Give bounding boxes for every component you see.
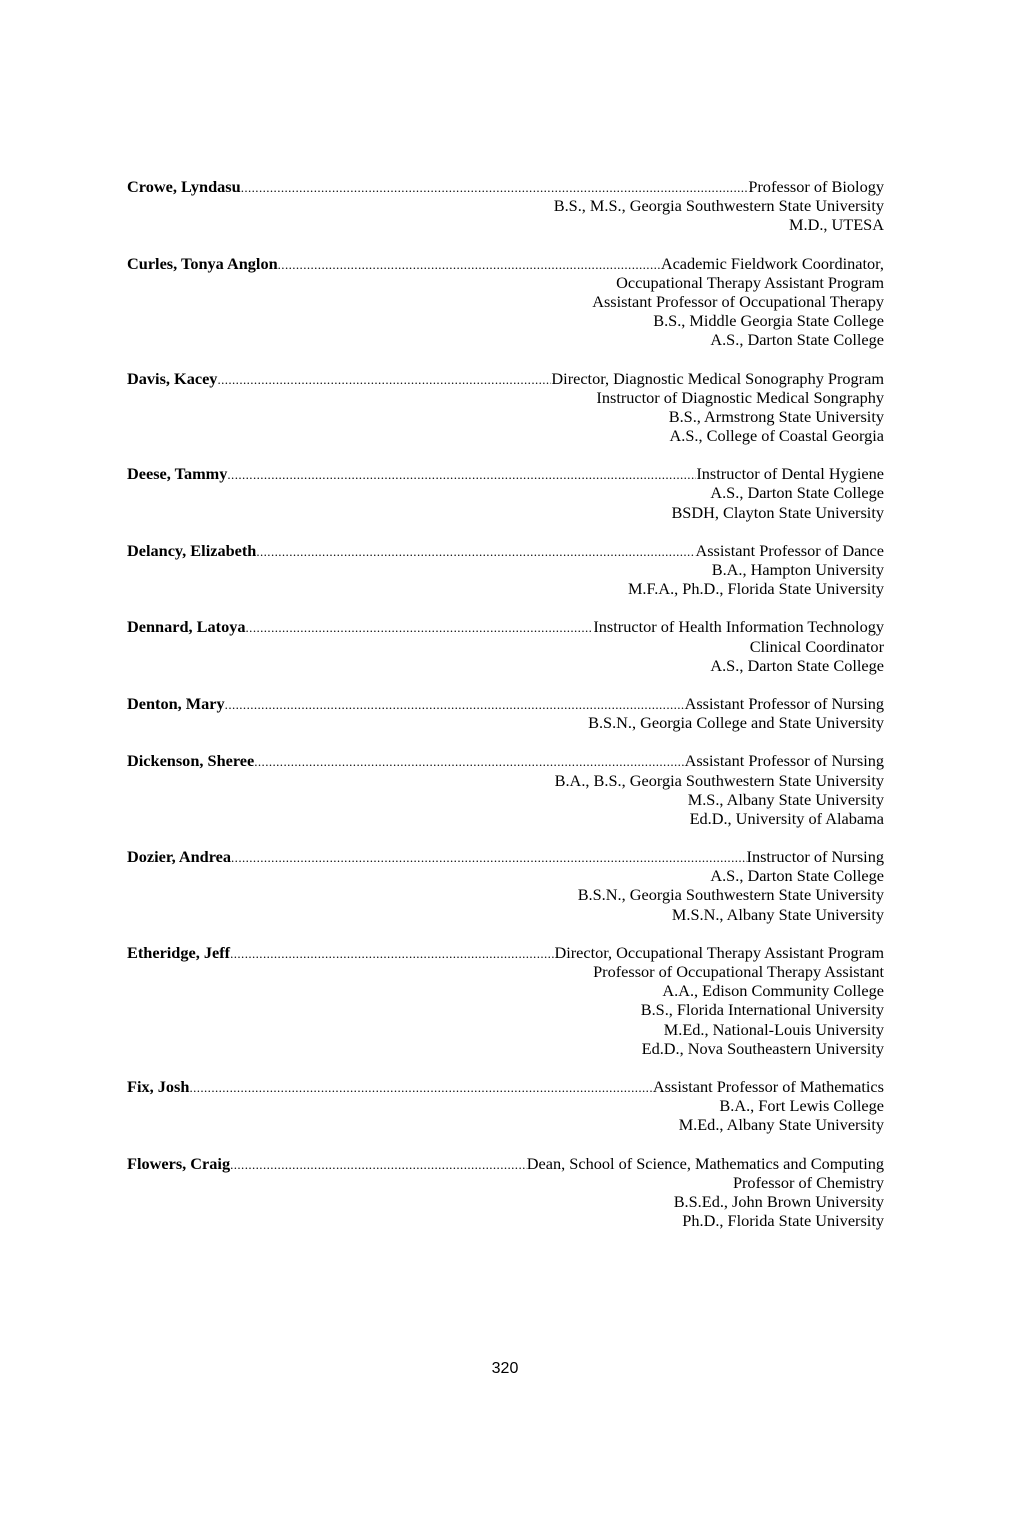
dot-leader bbox=[230, 944, 554, 962]
faculty-name: Crowe, Lyndasu bbox=[127, 177, 241, 196]
dot-leader bbox=[230, 1155, 527, 1173]
entry-heading-line bbox=[127, 617, 884, 636]
faculty-title: Assistant Professor of Mathematics bbox=[652, 1076, 884, 1096]
faculty-credential: A.A., Edison Community College bbox=[662, 981, 884, 1001]
dot-leader bbox=[227, 465, 696, 483]
faculty-credential: B.A., Hampton University bbox=[711, 560, 884, 579]
dot-leader bbox=[254, 752, 684, 770]
faculty-credential: M.D., UTESA bbox=[789, 215, 884, 235]
dot-leader bbox=[225, 695, 685, 713]
faculty-credential: M.Ed., National-Louis University bbox=[663, 1019, 884, 1039]
entry-heading-line bbox=[127, 847, 884, 866]
faculty-title: Professor of Biology bbox=[748, 177, 884, 196]
faculty-name: Flowers, Craig bbox=[127, 1153, 231, 1173]
faculty-title-continued: Occupational Therapy Assistant Program bbox=[616, 272, 884, 292]
faculty-credential: B.A., B.S., Georgia Southwestern State University bbox=[554, 770, 884, 790]
dot-leader bbox=[278, 255, 661, 273]
faculty-title: Instructor of Health Information Technology bbox=[593, 617, 884, 637]
faculty-credential: A.S., Darton State College bbox=[710, 330, 884, 350]
faculty-credential: A.S., College of Coastal Georgia bbox=[669, 426, 884, 446]
entry-heading-line bbox=[127, 1077, 884, 1096]
faculty-name: Curles, Tonya Anglon bbox=[127, 253, 278, 273]
faculty-entry bbox=[127, 1154, 884, 1231]
faculty-credential: M.S.N., Albany State University bbox=[671, 904, 884, 924]
faculty-title: Dean, School of Science, Mathematics and Computing bbox=[526, 1153, 884, 1173]
faculty-entry bbox=[127, 464, 884, 522]
faculty-entry bbox=[127, 1077, 884, 1135]
faculty-name: Fix, Josh bbox=[127, 1076, 190, 1096]
faculty-title: Professor of Chemistry bbox=[732, 1172, 884, 1192]
faculty-entry bbox=[127, 751, 884, 828]
faculty-name: Etheridge, Jeff bbox=[127, 942, 231, 962]
faculty-name: Delancy, Elizabeth bbox=[127, 540, 257, 560]
faculty-credential: A.S., Darton State College bbox=[710, 483, 884, 503]
faculty-name: Dennard, Latoya bbox=[127, 617, 246, 637]
faculty-credential: A.S., Darton State College bbox=[710, 655, 884, 675]
dot-leader bbox=[217, 370, 551, 388]
faculty-title: Clinical Coordinator bbox=[749, 636, 884, 656]
faculty-title: Assistant Professor of Occupational Therapy bbox=[592, 291, 884, 311]
faculty-name: Dozier, Andrea bbox=[127, 847, 232, 867]
faculty-entry bbox=[127, 177, 884, 235]
faculty-credential: B.S., Middle Georgia State College bbox=[653, 311, 884, 331]
faculty-entry bbox=[127, 254, 884, 350]
faculty-title: Instructor of Diagnostic Medical Songraphy bbox=[596, 387, 884, 407]
faculty-title: Academic Fieldwork Coordinator, bbox=[660, 253, 884, 273]
faculty-entry bbox=[127, 847, 884, 924]
faculty-credential: Ph.D., Florida State University bbox=[682, 1211, 884, 1231]
dot-leader bbox=[189, 1078, 652, 1096]
faculty-credential: B.S.Ed., John Brown University bbox=[673, 1191, 884, 1211]
dot-leader bbox=[241, 178, 749, 196]
faculty-entry bbox=[127, 943, 884, 1058]
faculty-title: Assistant Professor of Nursing bbox=[684, 693, 884, 713]
entry-heading-line bbox=[127, 1154, 884, 1173]
faculty-credential: B.S.N., Georgia Southwestern State University bbox=[577, 885, 884, 905]
entry-heading-line bbox=[127, 751, 884, 770]
faculty-title: Director, Occupational Therapy Assistant Program bbox=[554, 942, 884, 962]
entry-heading-line bbox=[127, 369, 884, 388]
faculty-name: Davis, Kacey bbox=[127, 368, 218, 388]
faculty-credential: A.S., Darton State College bbox=[710, 866, 884, 886]
dot-leader bbox=[231, 848, 747, 866]
faculty-entry bbox=[127, 617, 884, 675]
entry-heading-line bbox=[127, 943, 884, 962]
faculty-title: Director, Diagnostic Medical Sonography Program bbox=[551, 368, 884, 388]
faculty-title: Assistant Professor of Dance bbox=[695, 540, 884, 560]
faculty-directory bbox=[127, 177, 884, 1249]
faculty-credential: M.S., Albany State University bbox=[687, 789, 884, 809]
page-number: 320 bbox=[491, 1360, 519, 1377]
entry-heading-line bbox=[127, 541, 884, 560]
faculty-credential: B.S., Armstrong State University bbox=[668, 406, 884, 426]
dot-leader bbox=[246, 618, 594, 636]
faculty-title: Professor of Occupational Therapy Assistant bbox=[593, 962, 884, 981]
faculty-name: Dickenson, Sheree bbox=[127, 751, 255, 771]
faculty-name: Deese, Tammy bbox=[127, 464, 228, 484]
faculty-title: Instructor of Dental Hygiene bbox=[696, 464, 884, 484]
faculty-credential: B.S.N., Georgia College and State University bbox=[588, 713, 884, 733]
faculty-credential: Ed.D., University of Alabama bbox=[689, 808, 884, 828]
faculty-name: Denton, Mary bbox=[127, 693, 225, 713]
faculty-credential: M.F.A., Ph.D., Florida State University bbox=[627, 579, 884, 599]
faculty-credential: Ed.D., Nova Southeastern University bbox=[641, 1038, 884, 1058]
faculty-title: Assistant Professor of Nursing bbox=[684, 751, 884, 771]
faculty-entry bbox=[127, 369, 884, 446]
faculty-credential: B.S., M.S., Georgia Southwestern State University bbox=[553, 196, 884, 216]
entry-heading-line bbox=[127, 177, 884, 196]
faculty-credential: B.A., Fort Lewis College bbox=[719, 1096, 884, 1116]
entry-heading-line bbox=[127, 254, 884, 273]
faculty-entry bbox=[127, 694, 884, 732]
dot-leader bbox=[256, 542, 695, 560]
entry-heading-line bbox=[127, 464, 884, 483]
faculty-title: Instructor of Nursing bbox=[746, 847, 884, 867]
entry-heading-line bbox=[127, 694, 884, 713]
faculty-credential: BSDH, Clayton State University bbox=[671, 502, 884, 522]
faculty-credential: B.S., Florida International University bbox=[640, 1000, 884, 1020]
faculty-credential: M.Ed., Albany State University bbox=[678, 1115, 884, 1135]
faculty-entry bbox=[127, 541, 884, 599]
